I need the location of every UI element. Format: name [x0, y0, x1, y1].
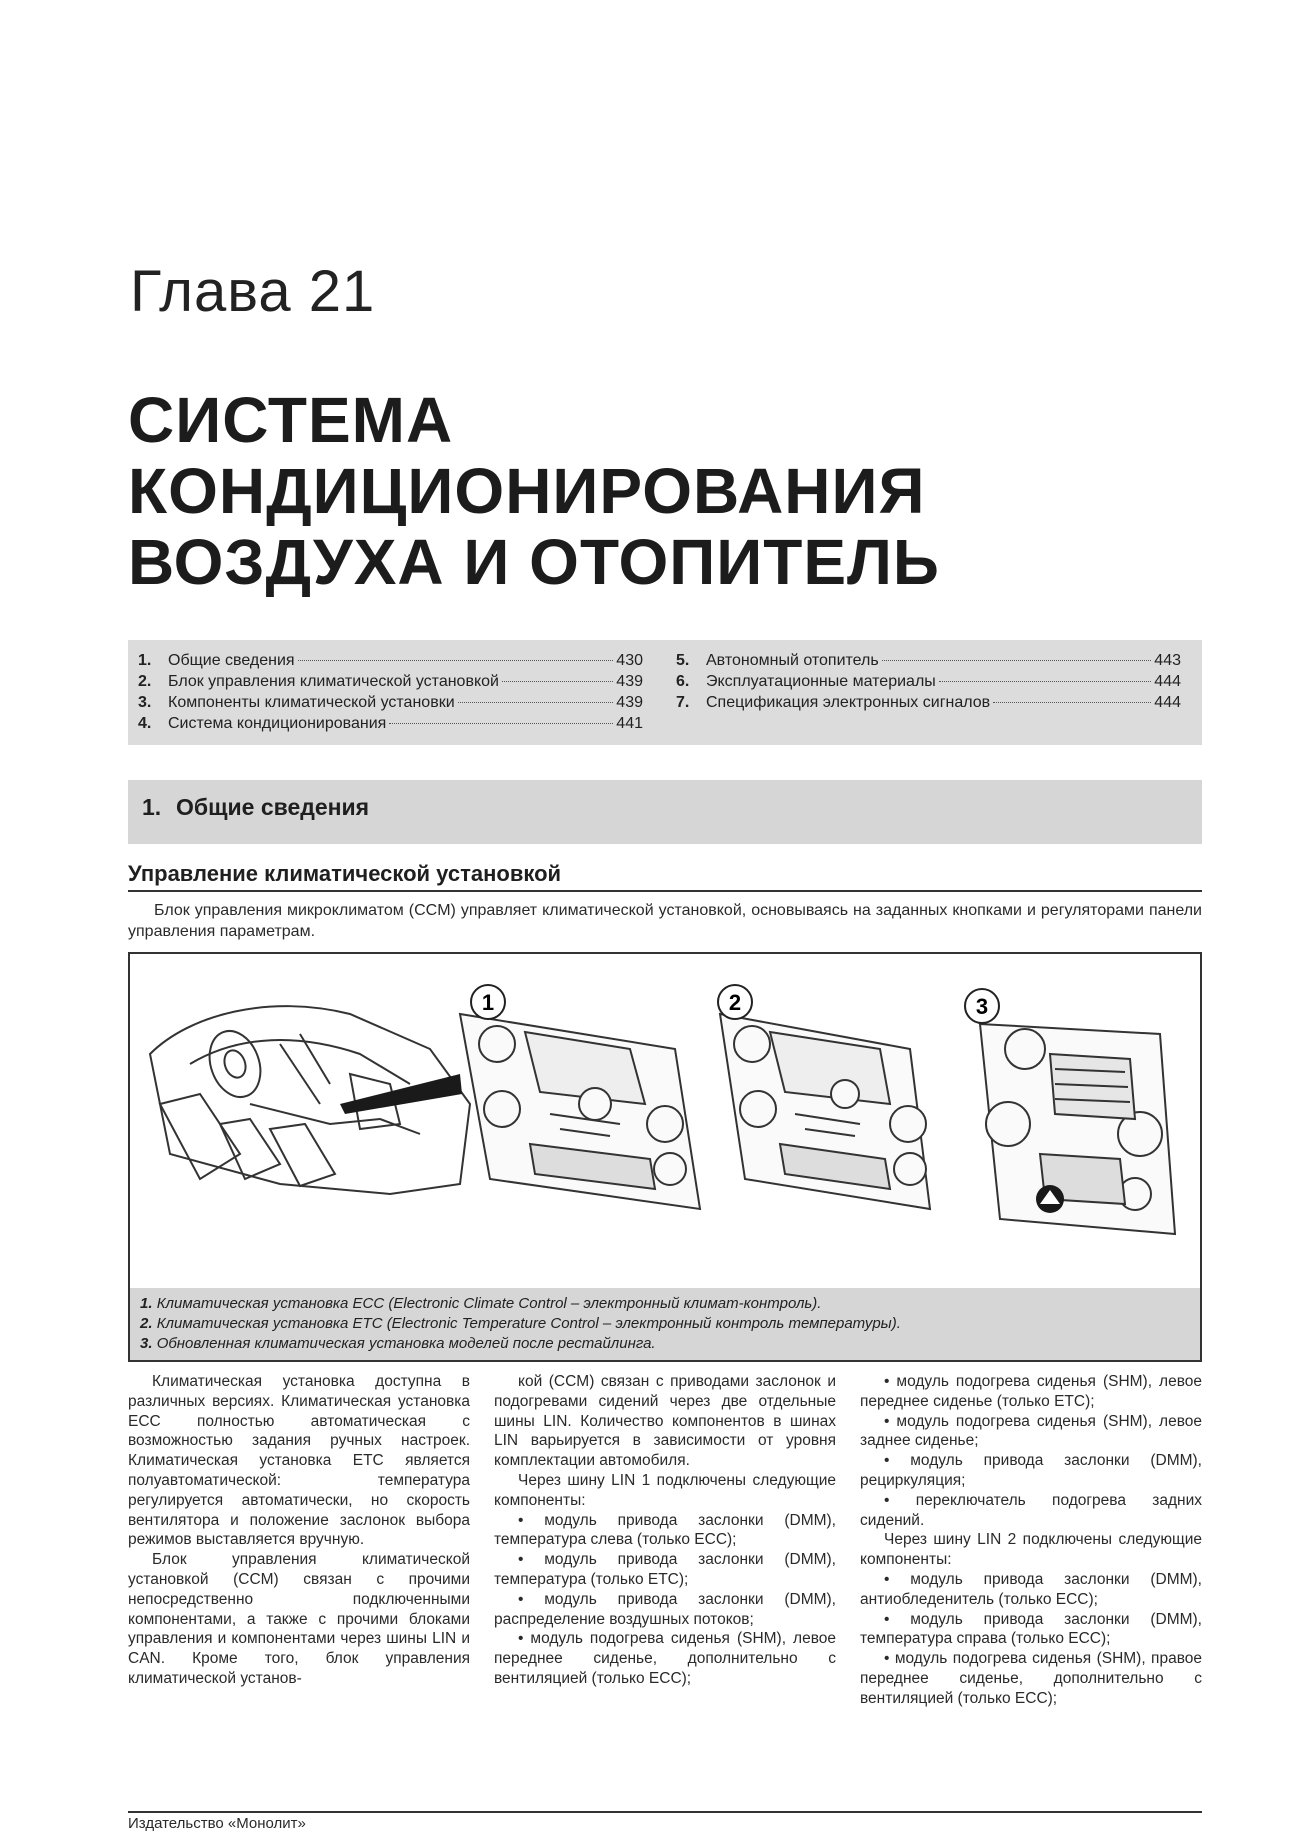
subsection-rule [128, 890, 1202, 892]
list-item: • модуль привода заслонки (DMM), температура (только ETC); [494, 1551, 836, 1588]
toc-item-title: Спецификация электронных сигналов [706, 694, 991, 711]
control-panel-3 [980, 1024, 1175, 1234]
toc-item-title: Автономный отопитель [706, 652, 879, 669]
section-header [128, 780, 1202, 844]
paragraph: Через шину LIN 2 подключены следующие компоненты: [860, 1531, 1202, 1569]
toc-item-page: 430 [616, 652, 643, 669]
toc-item[interactable] [138, 715, 643, 736]
list-item: • модуль подогрева сиденья (SHM), правое переднее сиденье, дополнительно с вентиляцией (только ECC); [860, 1650, 1202, 1707]
caption-text: Климатическая установка ECC (Electronic Climate Control – электронный климат-контроль). [156, 1295, 822, 1312]
toc-item-title: Общие сведения [168, 652, 295, 669]
badge-3 [965, 989, 999, 1023]
caption-number: 2. [140, 1315, 153, 1332]
list-item: • переключатель подогрева задних сидений. [860, 1491, 1202, 1529]
badge-2-label: 2 [728, 990, 742, 1015]
footer-rule [128, 1811, 1202, 1813]
list-item: • модуль привода заслонки (DMM), антиобледенитель (только ECC); [860, 1570, 1202, 1608]
toc-item[interactable] [676, 673, 1181, 694]
toc-item-page: 441 [616, 715, 643, 732]
chapter-title-line: ВОЗДУХА И ОТОПИТЕЛЬ [128, 526, 940, 598]
caption-line [140, 1294, 1190, 1314]
toc-item-number: 7. [676, 694, 690, 711]
caption-line [140, 1314, 1190, 1334]
toc-item[interactable] [676, 694, 1181, 715]
toc-item[interactable] [138, 652, 643, 673]
toc-item[interactable] [138, 673, 643, 694]
toc-leader-dots [389, 723, 613, 724]
list-item: • модуль подогрева сиденья (SHM), левое переднее сиденье, дополнительно с вентиляцией (только ECC); [494, 1630, 836, 1687]
chapter-title-line: СИСТЕМА [128, 384, 454, 456]
toc-item[interactable] [676, 652, 1181, 673]
toc-leader-dots [502, 681, 613, 682]
badge-1-label: 1 [481, 990, 495, 1015]
section-number: 1. [142, 794, 162, 820]
paragraph: Климатическая установка доступна в различных версиях. Климатическая установка ECC полностью автоматическая с возможностью задания ручных настроек. Климатическая установка ETC является полуавтоматической: температура регулируется автоматически, но скорость вентилятора и положение заслонок выбора режимов выставляется вручную. [128, 1373, 470, 1549]
list-item: • модуль подогрева сиденья (SHM), левое переднее сиденье (только ETC); [860, 1373, 1202, 1410]
list-item: • модуль привода заслонки (DMM), температура справа (только ECC); [860, 1610, 1202, 1648]
list-item: • модуль привода заслонки (DMM), температура слева (только ECC); [494, 1511, 836, 1549]
caption-line [140, 1334, 1190, 1354]
toc-item-number: 2. [138, 673, 152, 690]
control-panel-1 [460, 1014, 700, 1209]
text-column-3 [860, 1372, 1202, 1709]
toc-item-number: 1. [138, 652, 152, 669]
caption-number: 1. [140, 1295, 153, 1312]
publisher-logo [1036, 1185, 1064, 1213]
toc-item-title: Блок управления климатической установкой [168, 673, 499, 690]
toc-leader-dots [939, 681, 1152, 682]
toc-item-title: Компоненты климатической установки [168, 694, 455, 711]
toc-item-number: 5. [676, 652, 690, 669]
section-title: Общие сведения [176, 794, 370, 820]
chapter-title [128, 385, 940, 598]
text-column-1 [128, 1372, 470, 1689]
control-panel-2 [720, 1014, 930, 1209]
paragraph: Через шину LIN 1 подключены следующие компоненты: [494, 1471, 836, 1509]
list-item: • модуль привода заслонки (DMM), рециркуляция; [860, 1452, 1202, 1489]
caption-text: Обновленная климатическая установка моделей после рестайлинга. [156, 1335, 656, 1352]
toc-item-page: 439 [616, 694, 643, 711]
paragraph: кой (CCM) связан с приводами заслонок и подогревами сидений через две отдельные шины LIN. Количество компонентов в шинах LIN варьируется в зависимости от уровня комплектации автомобиля. [494, 1373, 836, 1470]
toc-column-left [138, 652, 643, 736]
chapter-title-line: КОНДИЦИОНИРОВАНИЯ [128, 455, 926, 527]
toc-item-number: 3. [138, 694, 152, 711]
toc-item-title: Система кондиционирования [168, 715, 387, 732]
text-column-2 [494, 1372, 836, 1689]
toc-item-page: 444 [1154, 694, 1181, 711]
caption-number: 3. [140, 1335, 153, 1352]
list-item: • модуль привода заслонки (DMM), распределение воздушных потоков; [494, 1590, 836, 1628]
toc-item-page: 444 [1154, 673, 1181, 690]
toc-leader-dots [458, 702, 614, 703]
intro-paragraph: Блок управления микроклиматом (CCM) управляет климатической установкой, основываясь на заданных кнопками и регуляторами панели управления параметрам. [128, 902, 1202, 940]
badge-3-label: 3 [975, 994, 989, 1019]
toc-item-page: 439 [616, 673, 643, 690]
pointer-arrow [340, 1074, 462, 1114]
chapter-label: Глава 21 [130, 259, 376, 324]
toc-item-title: Эксплуатационные материалы [706, 673, 936, 690]
paragraph: Блок управления климатической установкой (CCM) связан с прочими непосредственно подключенными компонентами, а также с прочими блоками управления и компонентами через шины LIN и CAN. Кроме того, блок управления климатической установ- [128, 1551, 470, 1687]
badge-2 [718, 985, 752, 1019]
subsection-title: Управление климатической установкой [128, 861, 562, 886]
caption-text: Климатическая установка ETC (Electronic Temperature Control – электронный контроль температуры). [156, 1315, 901, 1332]
toc-column-right [676, 652, 1181, 715]
table-of-contents [128, 640, 1202, 745]
toc-item-number: 6. [676, 673, 690, 690]
toc-item[interactable] [138, 694, 643, 715]
toc-leader-dots [882, 660, 1152, 661]
toc-item-number: 4. [138, 715, 152, 732]
toc-leader-dots [298, 660, 614, 661]
badge-1 [471, 985, 505, 1019]
toc-item-page: 443 [1154, 652, 1181, 669]
footer-publisher: Издательство «Монолит» [128, 1815, 306, 1832]
list-item: • модуль подогрева сиденья (SHM), левое заднее сиденье; [860, 1412, 1202, 1450]
figure-caption [130, 1288, 1200, 1360]
figure-illustration [130, 954, 1200, 1290]
figure-climate-panels [128, 952, 1202, 1362]
toc-leader-dots [993, 702, 1151, 703]
